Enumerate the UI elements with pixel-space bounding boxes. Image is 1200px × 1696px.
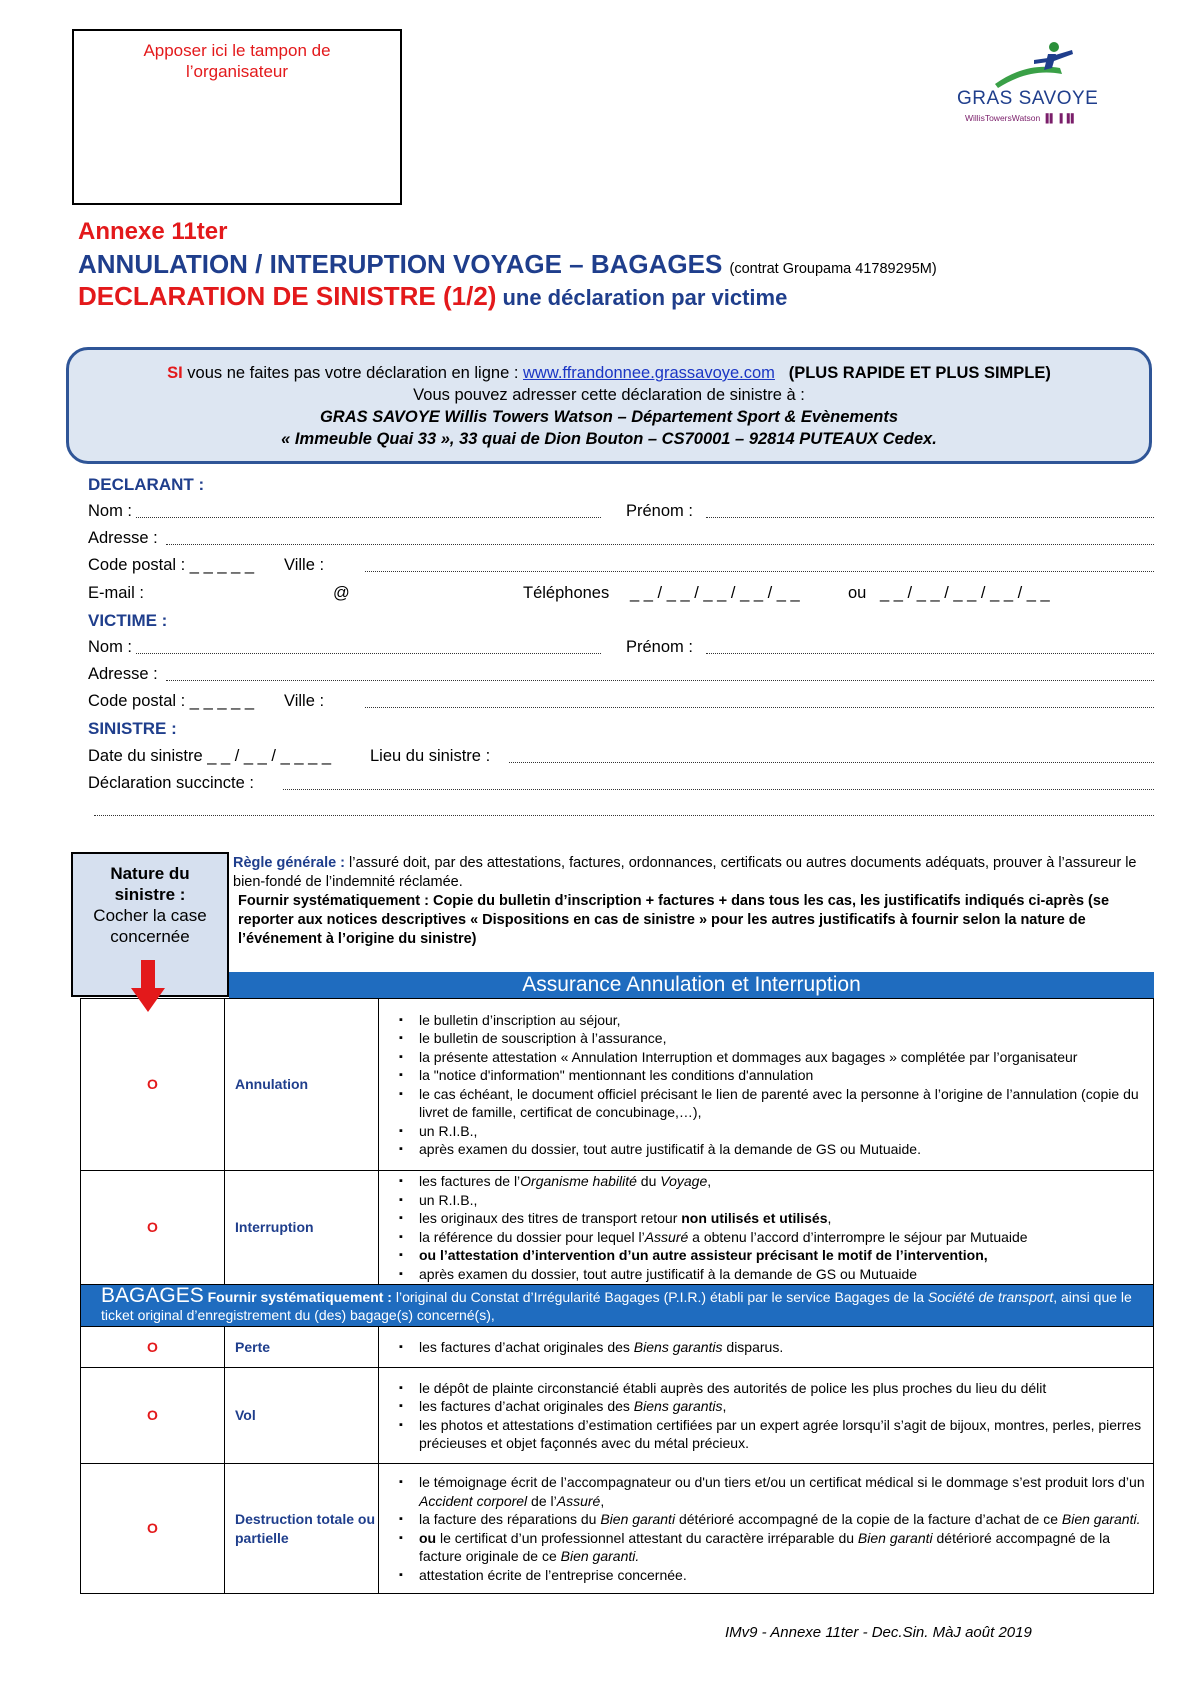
declarant-nom-field[interactable] — [136, 517, 601, 518]
vol-checkbox[interactable]: O — [81, 1368, 225, 1464]
sinistre-declaration-field[interactable] — [283, 789, 1154, 790]
online-declaration-link[interactable]: www.ffrandonnee.grassavoye.com — [523, 364, 775, 382]
declaration-title: DECLARATION DE SINISTRE (1/2) une déclaration par victime — [78, 281, 788, 311]
annulation-interruption-banner: Assurance Annulation et Interruption — [229, 972, 1154, 998]
runner-logo-icon — [990, 40, 1080, 90]
claims-table — [80, 998, 1154, 1594]
sinistre-declaration-field-2[interactable] — [94, 815, 1154, 816]
sinistre-date[interactable]: Date du sinistre _ _ / _ _ / _ _ _ _ — [88, 747, 332, 765]
victime-prenom-field[interactable] — [706, 653, 1154, 654]
sinistre-lieu-field[interactable] — [509, 762, 1154, 763]
declarant-adresse-label: Adresse : — [88, 529, 158, 547]
perte-checkbox[interactable]: O — [81, 1327, 225, 1368]
row-perte — [81, 1327, 1154, 1368]
destruction-label: Destruction totale ou partielle — [225, 1464, 379, 1594]
info-address-line-1: GRAS SAVOYE Willis Towers Watson – Département Sport & Evènements — [319, 408, 899, 426]
declaration-subtitle: une déclaration par victime — [502, 285, 788, 310]
victime-adresse-field[interactable] — [166, 680, 1154, 681]
victime-code-postal[interactable]: Code postal : _ _ _ _ _ — [88, 692, 255, 710]
annulation-label: Annulation — [225, 999, 379, 1171]
declarant-prenom-field[interactable] — [706, 517, 1154, 518]
declarant-heading: DECLARANT : — [88, 475, 205, 494]
victime-adresse-label: Adresse : — [88, 665, 158, 683]
nature-du-sinistre-box: Nature du sinistre : Cocher la case concernée — [71, 852, 229, 997]
contract-reference: (contrat Groupama 41789295M) — [729, 261, 937, 277]
declarant-telephones-label: Téléphones — [523, 584, 610, 602]
annulation-checkbox[interactable]: O — [81, 999, 225, 1171]
declarant-telephone-2[interactable]: _ _ / _ _ / _ _ / _ _ / _ _ — [880, 584, 1050, 602]
victime-ville-field[interactable] — [365, 707, 1154, 708]
logo-name: GRAS SAVOYE — [957, 88, 1099, 109]
gras-savoye-logo — [957, 40, 1115, 130]
declarant-ville-label: Ville : — [284, 556, 325, 574]
declarant-email-at[interactable]: @ — [333, 584, 350, 602]
perte-documents: ▪ les factures d’achat originales des Biens garantis disparus. — [379, 1327, 1154, 1368]
main-title: ANNULATION / INTERUPTION VOYAGE – BAGAGES (contrat Groupama 41789295M) — [78, 249, 937, 279]
submission-info-box — [66, 347, 1152, 464]
victime-heading: VICTIME : — [88, 611, 168, 630]
stamp-instruction: Apposer ici le tampon de l’organisateur — [143, 41, 331, 81]
declarant-code-postal[interactable]: Code postal : _ _ _ _ _ — [88, 556, 255, 574]
declarant-prenom-label: Prénom : — [626, 502, 693, 520]
victime-nom-label: Nom : — [88, 638, 133, 656]
declarant-ville-field[interactable] — [365, 571, 1154, 572]
declarant-nom-label: Nom : — [88, 502, 133, 520]
perte-label: Perte — [225, 1327, 379, 1368]
vol-label: Vol — [225, 1368, 379, 1464]
sinistre-declaration-label: Déclaration succincte : — [88, 774, 254, 792]
destruction-documents: ▪ le témoignage écrit de l’accompagnateur ou d'un tiers et/ou un certificat médical si le dommage s’est produit lors d’un Accident corporel de l’Assuré, ▪ la facture des réparations du Bien garanti détérioré accompagné de la copie de la facture d’achat de ce Bien garanti. ▪ ou le certificat d’un professionnel attestant du caractère irréparable du Bien garanti détérioré accompagné de la facture originale de ce Bien garanti. ▪ attestation écrite de l’entreprise concernée. — [379, 1464, 1154, 1594]
declarant-adresse-field[interactable] — [166, 544, 1154, 545]
annulation-documents: ▪ le bulletin d’inscription au séjour, ▪ le bulletin de souscription à l’assurance, ▪ la présente attestation « Annulation Interruption et dommages aux bagages » complétée par l’organisateur ▪ la "notice d'information" mentionnant les conditions d'annulation ▪ le cas échéant, le document officiel précisant le lien de parenté avec la personne à l’origine de l’annulation (copie du livret de famille, certificat de concubinage,…), ▪ un R.I.B., ▪ après examen du dossier, tout autre justificatif à la demande de GS ou Mutuaide. — [379, 999, 1154, 1171]
info-line-2: Vous pouvez adresser cette déclaration de sinistre à : — [413, 386, 805, 404]
victime-nom-field[interactable] — [136, 653, 601, 654]
destruction-checkbox[interactable]: O — [81, 1464, 225, 1594]
victime-prenom-label: Prénom : — [626, 638, 693, 656]
row-interruption — [81, 1171, 1154, 1285]
victime-ville-label: Ville : — [284, 692, 325, 710]
interruption-label: Interruption — [225, 1171, 379, 1285]
row-vol — [81, 1368, 1154, 1464]
organizer-stamp-box — [72, 29, 402, 205]
interruption-checkbox[interactable]: O — [81, 1171, 225, 1285]
row-annulation — [81, 999, 1154, 1171]
declarant-telephone-or: ou — [848, 584, 867, 602]
document-footer: IMv9 - Annexe 11ter - Dec.Sin. MàJ août 2019 — [725, 1624, 1032, 1641]
interruption-documents: ▪ les factures de l’Organisme habilité du Voyage, ▪ un R.I.B., ▪ les originaux des titres de transport retour non utilisés et utilisés, ▪ la référence du dossier pour lequel l’Assuré a obtenu l’accord d’interrompre le séjour par Mutuaide ▪ ou l’attestation d’intervention d’un autre assisteur précisant le motif de l’intervention, ▪ après examen du dossier, tout autre justificatif à la demande de GS ou Mutuaide — [379, 1171, 1154, 1285]
declarant-email-label: E-mail : — [88, 584, 144, 602]
logo-subtitle: WillisTowersWatson ▐▌▐▐▌ — [965, 113, 1078, 123]
annexe-title: Annexe 11ter — [78, 218, 228, 245]
vol-documents: ▪ le dépôt de plainte circonstancié établi auprès des autorités de police les plus proches du lieu du délit ▪ les factures d’achat originales des Biens garantis, ▪ les photos et attestations d’estimation certifiées par un expert agrée lorsqu’il s’agit de bijoux, montres, perles, pierres précieuses et objet façonnés avec du métal précieux. — [379, 1368, 1154, 1464]
row-destruction — [81, 1464, 1154, 1594]
sinistre-heading: SINISTRE : — [88, 719, 177, 738]
info-address-line-2: « Immeuble Quai 33 », 33 quai de Dion Bouton – CS70001 – 92814 PUTEAUX Cedex. — [281, 430, 937, 448]
down-arrow-icon — [131, 960, 165, 1012]
bagages-header: BAGAGES Fournir systématiquement : l’original du Constat d’Irrégularité Bagages (P.I.R.) établi par le service Bagages de la Société de transport, ainsi que le ticket original d’enregistrement du (des) bagage(s) concerné(s), — [81, 1285, 1154, 1327]
general-rule-text: Règle générale : l’assuré doit, par des attestations, factures, ordonnances, certificats ou autres documents adéquats, prouver à l’assureur le bien-fondé de l’indemnité réclamée. Fournir systématiquement : Copie du bulletin d’inscription + factures + dans tous les cas, les justificatifs indiqués ci-après (se reporter aux notices descriptives « Dispositions en cas de sinistre » pour les autres justificatifs à fournir selon la nature de l’événement à l’origine du sinistre) — [233, 855, 1137, 947]
sinistre-lieu-label: Lieu du sinistre : — [370, 747, 491, 765]
row-bagages-header — [81, 1285, 1154, 1327]
info-line-1: SI vous ne faites pas votre déclaration en ligne : www.ffrandonnee.grassavoye.com (PLUS RAPIDE ET PLUS SIMPLE) — [167, 364, 1051, 382]
declarant-telephone-1[interactable]: _ _ / _ _ / _ _ / _ _ / _ _ — [630, 584, 800, 602]
